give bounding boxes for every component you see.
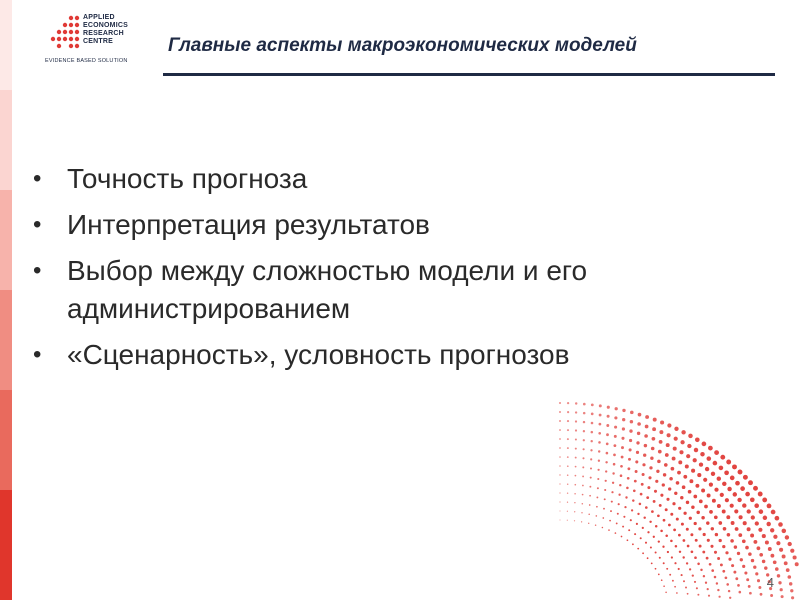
page-number: 4 [766, 575, 774, 590]
logo-tagline: EVIDENCE BASED SOLUTION [45, 58, 128, 64]
bullet-text: Интерпретация результатов [67, 209, 430, 240]
bullet-dot-icon: • [33, 257, 42, 284]
bullet-list [33, 160, 733, 382]
title-underline [163, 73, 775, 76]
logo-line-2: ECONOMICS [83, 22, 128, 29]
slide-title: Главные аспекты макроэкономических моделей [168, 35, 637, 56]
bullet-dot-icon: • [33, 165, 42, 192]
aerc-logo [45, 14, 155, 66]
bullet-item-3 [33, 252, 733, 328]
dotted-arc-decoration [540, 385, 800, 600]
bullet-item-1 [33, 160, 733, 198]
bullet-item-4 [33, 336, 733, 374]
bullet-text: Точность прогноза [67, 163, 308, 194]
logo-line-1: APPLIED [83, 14, 115, 21]
bullet-text: «Сценарность», условность прогнозов [67, 339, 570, 370]
logo-dots-icon [45, 14, 81, 54]
logo-line-3: RESEARCH [83, 30, 124, 37]
bullet-item-2 [33, 206, 733, 244]
logo-wordmark [83, 14, 128, 46]
left-decorative-stripe [0, 0, 12, 600]
bullet-dot-icon: • [33, 211, 42, 238]
bullet-text: Выбор между сложностью модели и его администрированием [67, 255, 588, 324]
logo-line-4: CENTRE [83, 38, 113, 45]
bullet-dot-icon: • [33, 341, 42, 368]
